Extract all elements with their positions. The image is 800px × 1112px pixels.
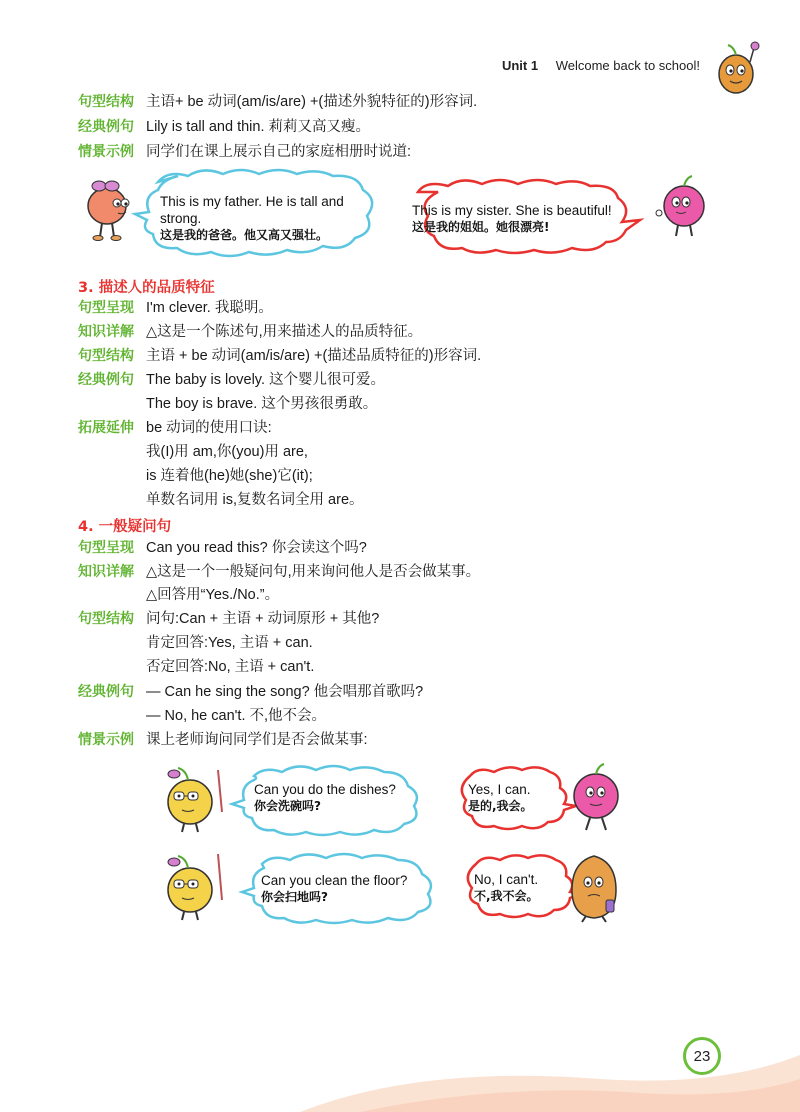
running-header (502, 58, 700, 73)
answer-no-zh: 不,我不会。 (474, 889, 539, 903)
structure-text: 主语 + be 动词(am/is/are) +(描述品质特征的)形容词. (146, 348, 482, 364)
label-structure: 句型结构 (78, 348, 134, 364)
bubble-question-1-text (254, 781, 396, 815)
s3-example-row (78, 370, 385, 390)
s4-present-row (78, 538, 367, 558)
label-structure: 句型结构 (78, 94, 134, 110)
detail-text: △这是一个陈述句,用来描述人的品质特征。 (146, 324, 423, 340)
s3-extend-row (78, 418, 272, 438)
example-text-2: The boy is brave. 这个男孩很勇敢。 (146, 396, 378, 412)
peach-character-icon (82, 180, 138, 242)
bubble-father-en-line2: strong. (160, 211, 202, 226)
scene-text: 同学们在课上展示自己的家庭相册时说道: (146, 144, 412, 160)
apple-character-icon (650, 176, 710, 240)
bubble-sister-zh: 这是我的姐姐。她很漂亮! (412, 220, 550, 234)
bubble-answer-yes-text (468, 781, 533, 815)
label-present: 句型呈现 (78, 300, 134, 316)
s4-detail-row (78, 562, 480, 582)
label-example: 经典例句 (78, 372, 134, 388)
answer-yes-zh: 是的,我会。 (468, 799, 533, 813)
bubble-father-en-line1: This is my father. He is tall and (160, 194, 344, 209)
s3-detail-row (78, 322, 422, 342)
label-scene: 情景示例 (78, 732, 134, 748)
structure-text-2: 肯定回答:Yes, 主语 + can. (146, 635, 313, 651)
label-example: 经典例句 (78, 684, 134, 700)
block1-structure-row (78, 92, 477, 112)
section3-title: 3. 描述人的品质特征 (78, 280, 215, 296)
s4-structure-row (78, 609, 379, 629)
label-present: 句型呈现 (78, 540, 134, 556)
example-text: Lily is tall and thin. 莉莉又高又瘦。 (146, 119, 371, 135)
label-scene: 情景示例 (78, 144, 134, 160)
structure-text-3: 否定回答:No, 主语 + can't. (146, 659, 315, 675)
question-2-zh: 你会扫地吗? (261, 890, 328, 904)
scene-text: 课上老师询问同学们是否会做某事: (146, 732, 368, 748)
question-1-zh: 你会洗碗吗? (254, 799, 321, 813)
s3-present-row (78, 298, 273, 318)
question-1-en: Can you do the dishes? (254, 782, 396, 797)
extend-text-3: is 连着他(he)她(she)它(it); (146, 468, 313, 484)
header-title: Welcome back to school! (555, 58, 700, 73)
s4-example-row (78, 682, 423, 702)
example-text-1: The baby is lovely. 这个婴儿很可爱。 (146, 372, 386, 388)
extend-text-1: be 动词的使用口诀: (146, 420, 272, 436)
label-structure: 句型结构 (78, 611, 134, 627)
teacher-pear-character-icon-2 (160, 850, 236, 922)
bubble-sister-text (412, 202, 612, 236)
detail-text-1: △这是一个一般疑问句,用来询问他人是否会做某事。 (146, 564, 481, 580)
answer-yes-en: Yes, I can. (468, 782, 531, 797)
structure-text: 主语+ be 动词(am/is/are) +(描述外貌特征的)形容词. (146, 94, 478, 110)
example-text-2: — No, he can't. 不,他不会。 (146, 708, 327, 724)
present-text: I'm clever. 我聪明。 (146, 300, 273, 316)
bubble-answer-no-text (474, 871, 539, 905)
label-detail: 知识详解 (78, 564, 134, 580)
bubble-sister-en: This is my sister. She is beautiful! (412, 203, 612, 218)
bubble-father-text (160, 193, 344, 244)
example-text-1: — Can he sing the song? 他会唱那首歌吗? (146, 684, 424, 700)
bubble-father-zh: 这是我的爸爸。他又高又强壮。 (160, 228, 329, 242)
block1-example-row (78, 117, 370, 137)
structure-text-1: 问句:Can + 主语 + 动词原形 + 其他? (146, 611, 380, 627)
label-example: 经典例句 (78, 119, 134, 135)
section4-title: 4. 一般疑问句 (78, 519, 172, 535)
student-mango-character-icon (566, 852, 622, 924)
question-2-en: Can you clean the floor? (261, 873, 408, 888)
label-detail: 知识详解 (78, 324, 134, 340)
detail-text-2: △回答用“Yes./No.”。 (146, 587, 280, 603)
present-text: Can you read this? 你会读这个吗? (146, 540, 367, 556)
student-apple-character-icon (566, 764, 626, 834)
teacher-pear-character-icon (160, 764, 236, 834)
s4-scene-row (78, 730, 368, 750)
extend-text-2: 我(I)用 am,你(you)用 are, (146, 444, 308, 460)
header-unit: Unit 1 (501, 58, 539, 73)
s3-structure-row (78, 346, 481, 366)
answer-no-en: No, I can't. (474, 872, 539, 887)
bubble-question-2-text (261, 872, 407, 906)
header-apple-mascot-icon (712, 40, 760, 98)
label-extend: 拓展延伸 (78, 420, 134, 436)
footer-wave-decoration (300, 1045, 800, 1112)
extend-text-4: 单数名词用 is,复数名词全用 are。 (146, 492, 364, 508)
page-number: 23 (683, 1037, 721, 1075)
block1-scene-row (78, 142, 411, 162)
